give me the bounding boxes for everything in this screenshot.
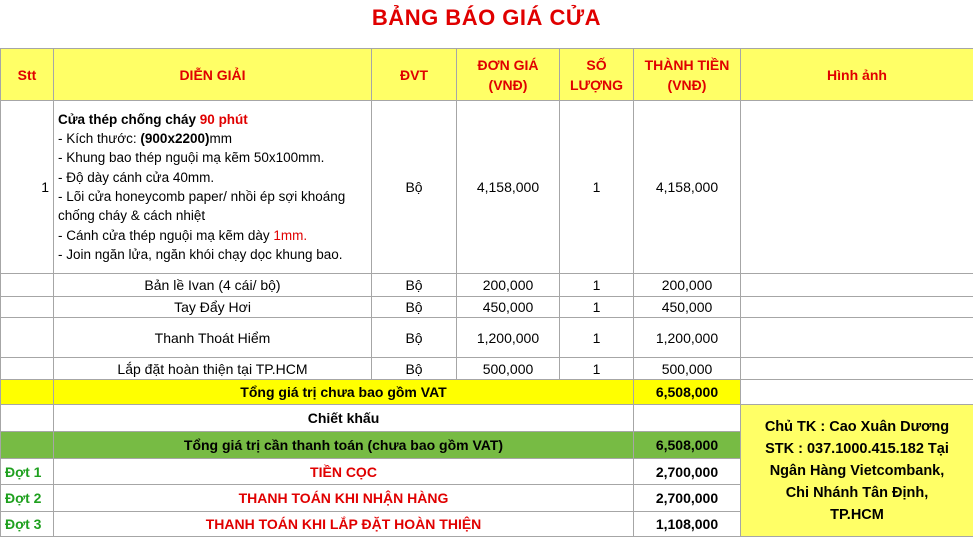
- main-item-size-line: [58, 129, 367, 148]
- item-row: [1, 297, 973, 318]
- item-image-cell[interactable]: [741, 318, 973, 358]
- leaf-value: 1mm.: [273, 227, 308, 243]
- main-item-name-line: [58, 110, 367, 129]
- size-suffix: mm: [209, 131, 232, 147]
- header-don-gia[interactable]: [457, 49, 560, 101]
- payment-phase[interactable]: Đợt 2: [1, 485, 54, 512]
- bank-branch: Chi Nhánh Tân Định,: [785, 484, 929, 501]
- item-image-cell[interactable]: [741, 274, 973, 297]
- subtotal-image-cell[interactable]: [741, 380, 973, 405]
- bank-info[interactable]: [741, 405, 973, 537]
- header-thanh-tien-line2: (VNĐ): [667, 76, 707, 93]
- main-item-price[interactable]: 4,158,000: [457, 101, 560, 274]
- item-stt-cell[interactable]: [1, 274, 54, 297]
- item-qty[interactable]: 1: [560, 274, 634, 297]
- header-row: [1, 49, 973, 101]
- size-value: (900x2200): [140, 131, 210, 147]
- leaf-prefix: - Cánh cửa thép nguội mạ kẽm dày: [58, 227, 274, 243]
- discount-value[interactable]: [634, 405, 741, 432]
- payable-stt-cell[interactable]: [1, 432, 54, 459]
- payment-phase[interactable]: Đợt 1: [1, 459, 54, 485]
- main-item-thickness-line: - Độ dày cánh cửa 40mm.: [58, 169, 215, 185]
- bank-account-number: STK : 037.1000.415.182 Tại: [765, 440, 949, 457]
- bank-city: TP.HCM: [830, 506, 884, 523]
- main-item-core-line-2: chống cháy & cách nhiệt: [58, 208, 206, 224]
- main-item-qty[interactable]: 1: [560, 101, 634, 274]
- payment-label[interactable]: TIỀN CỌC: [54, 459, 634, 485]
- payment-value[interactable]: 2,700,000: [634, 485, 741, 512]
- item-total[interactable]: 200,000: [634, 274, 741, 297]
- item-total[interactable]: 1,200,000: [634, 318, 741, 358]
- main-item-frame-line: - Khung bao thép nguội mạ kẽm 50x100mm.: [58, 150, 325, 166]
- payable-value[interactable]: 6,508,000: [634, 432, 741, 459]
- payment-label[interactable]: THANH TOÁN KHI LẮP ĐẶT HOÀN THIỆN: [54, 512, 634, 537]
- header-thanh-tien[interactable]: [634, 49, 741, 101]
- item-image-cell[interactable]: [741, 358, 973, 380]
- bank-name: Ngân Hàng Vietcombank,: [769, 462, 945, 479]
- item-stt-cell[interactable]: [1, 297, 54, 318]
- item-name[interactable]: Bản lề Ivan (4 cái/ bộ): [54, 274, 372, 297]
- main-item-name: Cửa thép chống cháy: [58, 111, 200, 127]
- item-qty[interactable]: 1: [560, 297, 634, 318]
- main-item-row: [1, 101, 973, 274]
- main-item-unit[interactable]: Bộ: [372, 101, 457, 274]
- item-total[interactable]: 500,000: [634, 358, 741, 380]
- payable-label[interactable]: Tổng giá trị cần thanh toán (chưa bao gồm VAT): [54, 432, 634, 459]
- main-item-image-cell[interactable]: [741, 101, 973, 274]
- item-qty[interactable]: 1: [560, 358, 634, 380]
- subtotal-label[interactable]: Tổng giá trị chưa bao gồm VAT: [54, 380, 634, 405]
- bank-account-holder: Chủ TK : Cao Xuân Dương: [764, 418, 950, 435]
- item-unit[interactable]: Bộ: [372, 274, 457, 297]
- discount-stt-cell[interactable]: [1, 405, 54, 432]
- main-item-description[interactable]: [54, 101, 372, 274]
- subtotal-value[interactable]: 6,508,000: [634, 380, 741, 405]
- item-unit[interactable]: Bộ: [372, 318, 457, 358]
- main-item-join-line: - Join ngăn lửa, ngăn khói chạy dọc khung bao.: [58, 246, 343, 262]
- item-unit[interactable]: Bộ: [372, 358, 457, 380]
- payment-phase[interactable]: Đợt 3: [1, 512, 54, 537]
- main-item-leaf-line: [58, 226, 367, 245]
- sheet-title: BẢNG BÁO GIÁ CỬA: [371, 5, 602, 30]
- header-stt[interactable]: Stt: [1, 49, 54, 101]
- header-so-luong-line1: SỐ: [586, 56, 607, 73]
- payment-value[interactable]: 1,108,000: [634, 512, 741, 537]
- item-row: [1, 318, 973, 358]
- item-row: [1, 358, 973, 380]
- item-qty[interactable]: 1: [560, 318, 634, 358]
- header-don-gia-line2: (VNĐ): [488, 76, 528, 93]
- main-item-total[interactable]: 4,158,000: [634, 101, 741, 274]
- discount-label[interactable]: Chiết khấu: [54, 405, 634, 432]
- header-don-gia-line1: ĐƠN GIÁ: [477, 56, 539, 73]
- subtotal-stt-cell[interactable]: [1, 380, 54, 405]
- item-price[interactable]: 500,000: [457, 358, 560, 380]
- header-so-luong[interactable]: [560, 49, 634, 101]
- main-item-core-line-1: - Lõi cửa honeycomb paper/ nhồi ép sợi khoáng: [58, 189, 346, 204]
- payment-label[interactable]: THANH TOÁN KHI NHẬN HÀNG: [54, 485, 634, 512]
- subtotal-row: [1, 380, 973, 405]
- item-price[interactable]: 1,200,000: [457, 318, 560, 358]
- main-item-stt[interactable]: 1: [1, 101, 54, 274]
- discount-row: [1, 405, 973, 432]
- item-price[interactable]: 200,000: [457, 274, 560, 297]
- main-item-name-highlight: 90 phút: [199, 111, 248, 127]
- quote-table: [0, 48, 973, 537]
- item-row: [1, 274, 973, 297]
- item-name[interactable]: Lắp đặt hoàn thiện tại TP.HCM: [54, 358, 372, 380]
- item-image-cell[interactable]: [741, 297, 973, 318]
- header-thanh-tien-line1: THÀNH TIỀN: [644, 56, 730, 73]
- item-name[interactable]: Tay Đẩy Hơi: [54, 297, 372, 318]
- header-dien-giai[interactable]: DIỄN GIẢI: [54, 49, 372, 101]
- item-total[interactable]: 450,000: [634, 297, 741, 318]
- item-name[interactable]: Thanh Thoát Hiểm: [54, 318, 372, 358]
- item-stt-cell[interactable]: [1, 318, 54, 358]
- payment-value[interactable]: 2,700,000: [634, 459, 741, 485]
- header-hinh-anh[interactable]: Hình ảnh: [741, 49, 973, 101]
- size-prefix: - Kích thước:: [58, 131, 141, 147]
- item-unit[interactable]: Bộ: [372, 297, 457, 318]
- header-dvt[interactable]: ĐVT: [372, 49, 457, 101]
- item-stt-cell[interactable]: [1, 358, 54, 380]
- header-so-luong-line2: LƯỢNG: [569, 76, 624, 93]
- item-price[interactable]: 450,000: [457, 297, 560, 318]
